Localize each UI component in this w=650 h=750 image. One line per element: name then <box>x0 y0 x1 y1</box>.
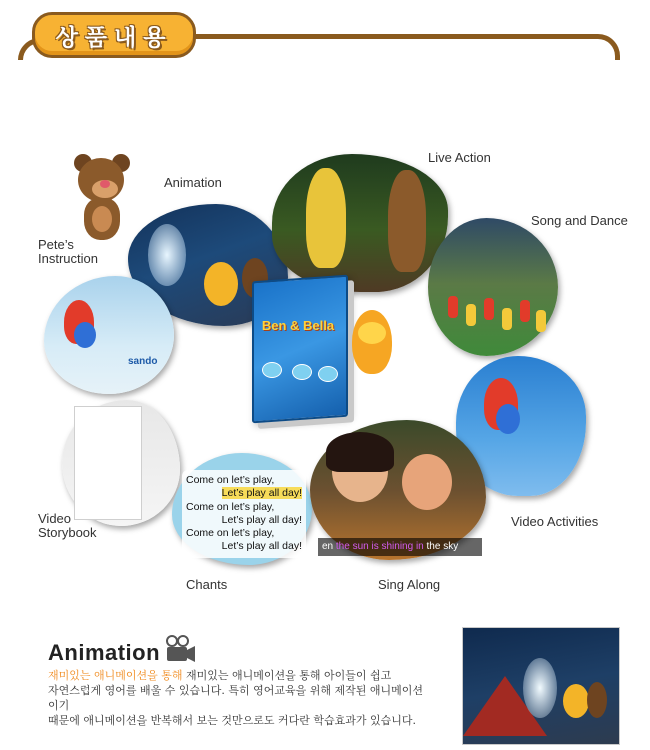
label-video-activities[interactable]: Video Activities <box>511 514 599 529</box>
kid-hair <box>326 432 394 472</box>
dancer <box>502 308 512 330</box>
video-camera-icon <box>164 634 196 664</box>
chant-line: Let’s play all day! <box>221 513 302 526</box>
dvd-box[interactable] <box>252 275 348 424</box>
dancer <box>448 296 458 318</box>
animation-thumbnail[interactable] <box>462 627 620 745</box>
title-badge <box>32 12 196 58</box>
label-line: Storybook <box>38 525 97 540</box>
chant-line: Come on let’s play, <box>186 474 275 486</box>
storybook-page <box>74 406 142 520</box>
petes-instruction-blob[interactable] <box>44 276 174 394</box>
label-chants[interactable]: Chants <box>186 577 228 592</box>
sing-along-subtitle: en the sun is shining in the sky <box>318 538 482 556</box>
thumbnail-character-brown <box>587 682 607 718</box>
parrot-wing <box>496 404 520 434</box>
desc-line: 자연스럽게 영어를 배울 수 있습니다. 특히 영어교육을 위해 제작된 애니메이션이기 <box>48 684 423 712</box>
dvd-thumbnail <box>292 364 312 380</box>
label-song-and-dance[interactable]: Song and Dance <box>531 213 628 228</box>
dancer <box>466 304 476 326</box>
parrot-wing <box>74 322 96 348</box>
animation-character-yellow <box>204 262 238 306</box>
label-live-action[interactable]: Live Action <box>428 150 491 165</box>
pete-screen-word: sando <box>128 356 158 367</box>
desc-line: 때문에 애니메이션을 반복해서 보는 것만으로도 커다란 학습효과가 있습니다. <box>48 714 417 727</box>
label-petes-instruction[interactable] <box>38 238 98 266</box>
header-line <box>190 34 620 60</box>
live-action-character-yellow <box>306 168 346 268</box>
live-action-character-brown <box>388 170 426 272</box>
label-animation[interactable]: Animation <box>164 175 222 190</box>
label-line: Pete’s <box>38 237 74 252</box>
page-title: 상품내용 <box>55 24 173 51</box>
chant-line: Let’s play all day! <box>221 487 302 500</box>
dvd-thumbnail <box>318 366 338 382</box>
thumbnail-character-yellow <box>563 684 589 718</box>
kid-face <box>402 454 452 510</box>
thumbnail-glow <box>523 658 557 718</box>
chant-line: Come on let’s play, <box>186 527 275 540</box>
label-line: Instruction <box>38 251 98 266</box>
section-description <box>48 668 428 728</box>
section-title: Animation <box>48 640 161 665</box>
animation-glow <box>148 224 186 286</box>
desc-line: 재미있는 애니메이션을 통해 재미있는 애니메이션을 통해 아이들이 쉽고 <box>48 669 392 682</box>
label-video-storybook[interactable] <box>38 512 97 540</box>
song-and-dance-blob[interactable] <box>428 218 558 356</box>
label-sing-along[interactable]: Sing Along <box>378 577 441 592</box>
dvd-title: Ben & Bella <box>261 318 335 333</box>
dancer <box>484 298 494 320</box>
dvd-mascot-face <box>358 322 386 344</box>
chant-line: Come on let’s play, <box>186 500 275 513</box>
dancer <box>536 310 546 332</box>
chant-line: Let’s play all day! <box>221 540 302 553</box>
chants-lyrics <box>182 470 306 558</box>
dancer <box>520 300 530 322</box>
label-line: Video <box>38 511 72 526</box>
dvd-thumbnail <box>262 362 282 378</box>
